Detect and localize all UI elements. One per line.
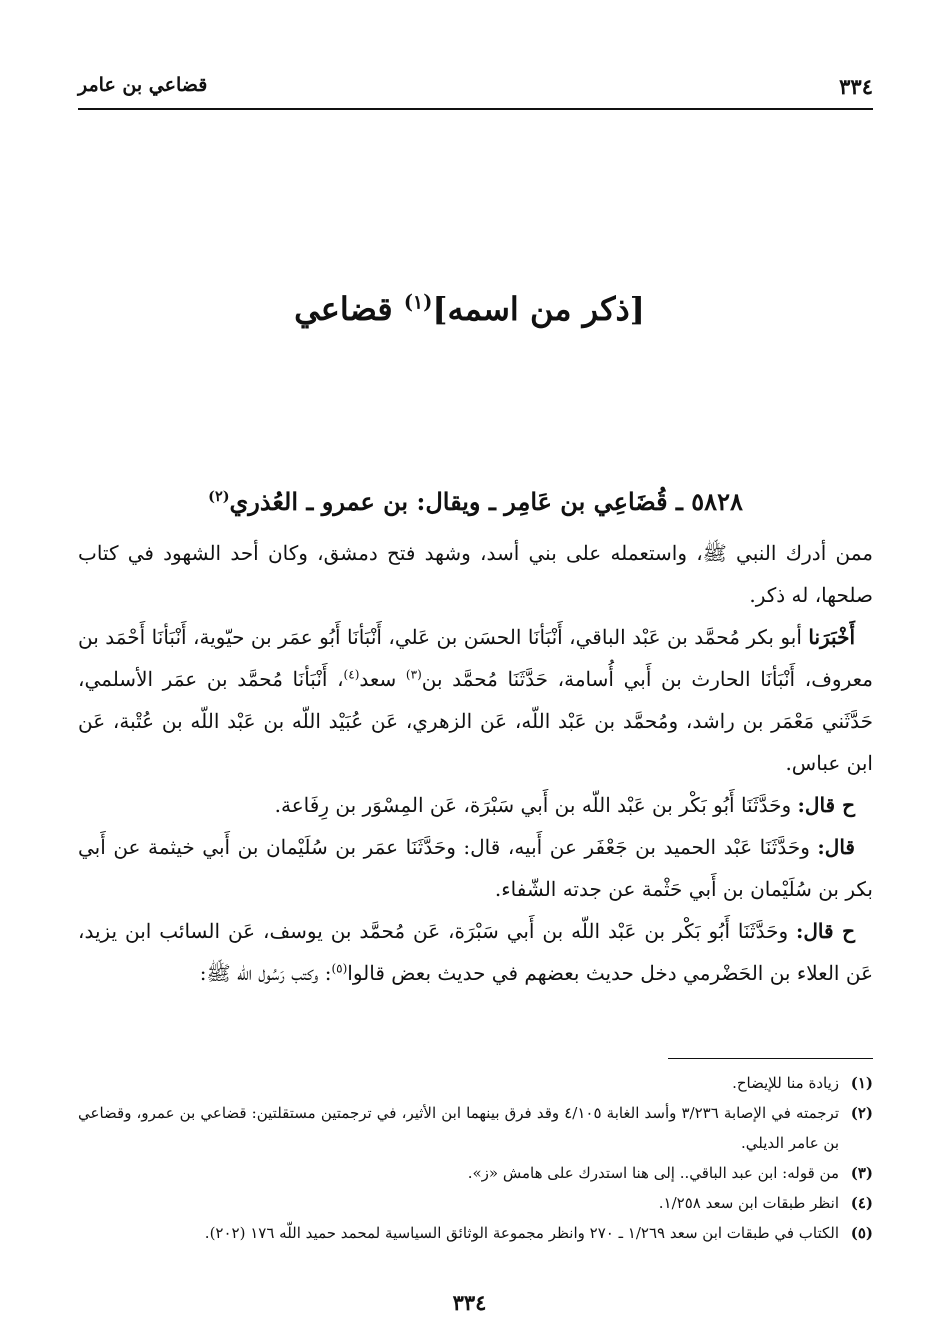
section-title-name: قضاعي (294, 290, 393, 328)
footnote-ref-1[interactable]: (١) (403, 290, 433, 314)
body-text (78, 532, 873, 994)
footnote-number: (٥) (850, 1224, 873, 1242)
footnote-text: ترجمته في الإصابة ٣/٢٣٦ وأسد الغابة ٤/١٠٥ وقد فرق بينهما ابن الأثير، في ترجمتين مستقلتين: قضاعي بن عمرو، وقضاعي بن عامر الديلي. (78, 1104, 840, 1152)
footnote-text: انظر طبقات ابن سعد ١/٢٥٨. (658, 1194, 839, 1212)
paragraph-5-text-a: وحَدَّثَنَا أَبُو بَكْر بن عَبْد اللّه بن أَبي سَبْرَة، عَن مُحمَّد بن يوسف، عَن السائب ابن يزيد، عَن العلاء بن الحَضْرمي دخل حديث بعضهم في حديث بعض قالوا (78, 919, 873, 985)
page-number-top: ٣٣٤ (839, 74, 873, 99)
footnote-item (78, 1188, 873, 1218)
footnote-item (78, 1218, 873, 1248)
paragraph-2-text-b: سعد (359, 667, 406, 691)
footnote-item (78, 1068, 873, 1098)
paragraph-5-text-b: : وكتب رَسُول اللّه ﷺ: (199, 961, 332, 985)
footnote-text: من قوله: ابن عبد الباقي.. إلى هنا استدرك على هامش «ز». (467, 1164, 839, 1182)
entry-heading (78, 487, 873, 516)
footnote-ref-2[interactable]: (٢) (208, 488, 230, 505)
paragraph-4-text: وحَدَّثَنَا عَبْد الحميد بن جَعْفَر عن أَبيه، قال: وحَدَّثَنَا عمَر بن سُلَيْمان بن أَبي خيثمة عن أَبي بكر بن سُلَيْمان بن أَبي حَثْمة عن جدته الشّفاء. (78, 835, 873, 901)
paragraph-4 (78, 826, 873, 910)
footnote-text: الكتاب في طبقات ابن سعد ١/٢٦٩ ـ ٢٧٠ وانظر مجموعة الوثائق السياسية لمحمد حميد اللّه ١٧٦ (٢٠٢). (204, 1224, 839, 1242)
footnote-ref-5[interactable]: (٥) (331, 961, 348, 976)
paragraph-3-text: وحَدَّثَنَا أَبُو بَكْر بن عَبْد اللّه بن أَبي سَبْرَة، عَن المِسْوَر بن رِفَاعة. (274, 793, 798, 817)
paragraph-5 (78, 910, 873, 994)
footnote-number: (١) (850, 1074, 873, 1092)
paragraph-2-text-a: أبو بكر مُحمَّد بن عَبْد الباقي، أَنْبَأنَا الحسَن بن عَلي، أَنْبَأنَا أَبُو عمَر بن حيّوية، أَنْبَأنَا أَحْمَد بن معروف، أَنْبَأنَا الحارث بن أَبي أُسامة، حَدَّثَنَا مُحمَّد بن (78, 625, 873, 691)
entry-heading-text: ٥٨٢٨ ـ قُضَاعِي بن عَامِر ـ ويقال: بن عمرو ـ العُذري (229, 487, 743, 516)
footnotes (78, 1068, 873, 1248)
footnote-ref-3[interactable]: (٣) (405, 667, 422, 682)
running-header (78, 66, 873, 110)
footnote-ref-4[interactable]: (٤) (343, 667, 360, 682)
footnote-text: زيادة منا للإيضاح. (732, 1074, 839, 1092)
paragraph-5-lead: ح قال: (796, 919, 855, 943)
section-title (0, 290, 939, 328)
running-title: قضاعي بن عامر (78, 74, 208, 96)
paragraph-3-lead: ح قال: (797, 793, 855, 817)
paragraph-4-lead: قال: (817, 835, 855, 859)
footnote-number: (٢) (850, 1104, 873, 1122)
footnote-number: (٤) (850, 1194, 873, 1212)
footnote-item (78, 1098, 873, 1158)
section-title-main: [ذكر من اسمه] (432, 290, 645, 328)
paragraph-3 (78, 784, 873, 826)
footnote-item (78, 1158, 873, 1188)
paragraph-2 (78, 616, 873, 784)
paragraph-1: ممن أدرك النبي ﷺ، واستعمله على بني أسد، وشهد فتح دمشق، وكان أحد الشهود في كتاب صلحها، له ذكر. (78, 541, 873, 607)
footnote-divider (668, 1058, 873, 1059)
paragraph-2-text-c: ، أَنْبَأنَا مُحمَّد بن عمَر الأسلمي، حَدَّثَني مَعْمَر بن راشد، ومُحمَّد بن عَبْد اللّه، عَن الزهري، عَن عُبَيْد اللّه بن عَبْد اللّه بن عُتْبة، عَن ابن عباس. (78, 667, 873, 775)
paragraph-2-lead: أَخْبَرَنا (808, 625, 855, 649)
footnote-number: (٣) (850, 1164, 873, 1182)
page-number-bottom: ٣٣٤ (452, 1290, 487, 1315)
